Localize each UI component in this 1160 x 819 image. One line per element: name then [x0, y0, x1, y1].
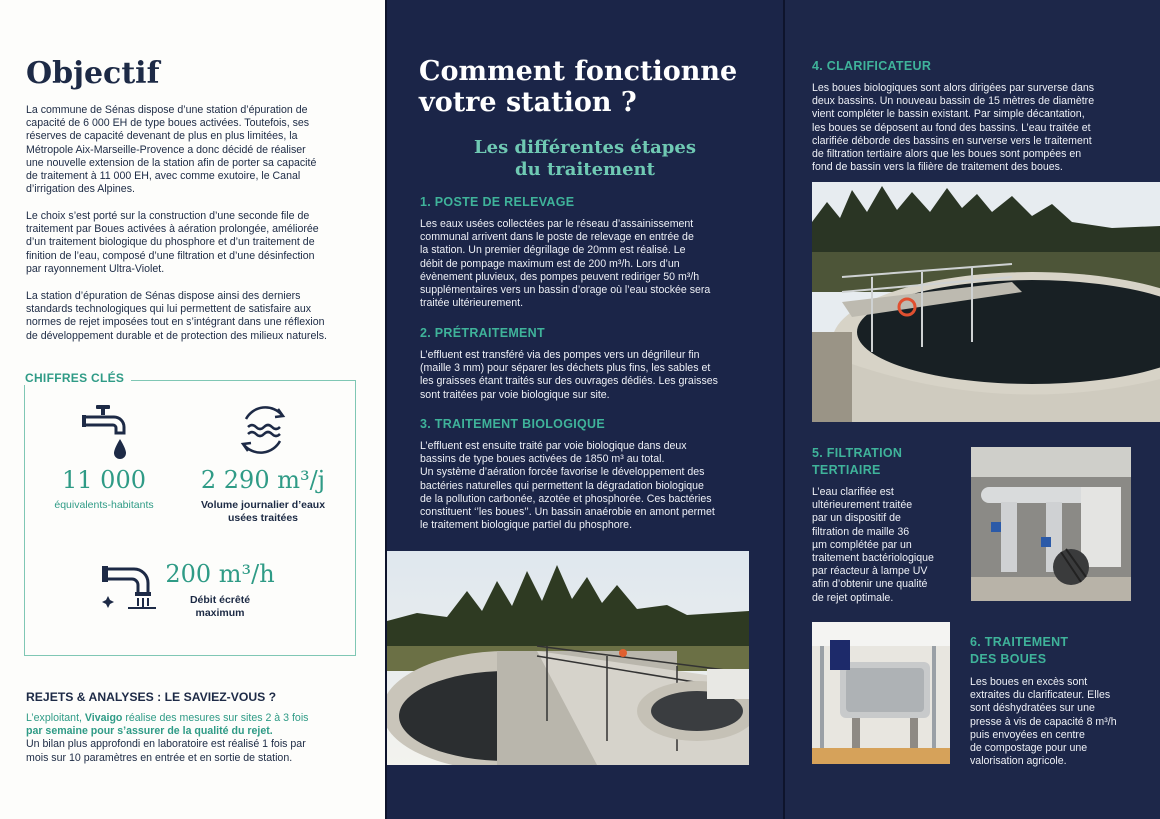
daily-volume-label: Volume journalier d’eaux usées traitées	[200, 499, 326, 524]
faucet-drop-icon	[82, 405, 128, 465]
step-2-title: 2. PRÉTRAITEMENT	[420, 326, 545, 340]
aeration-basin-photo	[387, 551, 749, 765]
process-title: Comment fonctionne votre station ?	[419, 56, 738, 118]
process-panel-continued	[785, 0, 1160, 819]
step-3-title: 3. TRAITEMENT BIOLOGIQUE	[420, 417, 605, 431]
step-1-title: 1. POSTE DE RELEVAGE	[420, 195, 575, 209]
rejets-paragraph: L’exploitant, Vivaigo réalise des mesures sur sites 2 à 3 fois par semaine pour s’assurer de la qualité du rejet. Un bilan plus approfondi en laboratoire est réalisé 1 fois par mois sur 10 paramètres en entrée et en sortie de station.	[26, 712, 309, 764]
objective-paragraph-3: La station d’épuration de Sénas dispose ainsi des derniers standards technologiques qui lui permettent de satisfaire aux normes de rejet imposées tout en s’intégrant dans une réflexion de développement durable et de protection des milieux naturels.	[26, 290, 327, 342]
daily-volume-value: 2 290 m³/j	[200, 466, 326, 494]
max-flow-label: Débit écrêté maximum	[189, 594, 251, 619]
operator-name: Vivaigo	[84, 712, 123, 724]
process-subtitle: Les différentes étapes du traitement	[474, 137, 696, 180]
pipe-outflow-icon	[102, 560, 162, 616]
objective-paragraph-2: Le choix s’est porté sur la construction d’une seconde file de traitement par Boues activées à aération prolongée, améliorée d’un traitement biologique du phosphore et d’un traitement de finition de l’eau, composé d’une filtration et d’une désinfection par rayonnement Ultra-Violet.	[26, 210, 319, 275]
step-2-text: L’effluent est transféré via des pompes vers un dégrilleur fin (maille 3 mm) pour séparer les déchets plus fins, les sables et les graisses étant traités sur des ouvrages dédiés. Les graisses sont traitées par voie biologique sur site.	[420, 349, 718, 401]
filtration-photo	[971, 447, 1131, 601]
max-flow-value: 200 m³/h	[165, 560, 275, 588]
clarifier-photo	[812, 182, 1160, 422]
population-equivalent-label: équivalents-habitants	[54, 499, 154, 511]
step-5-title: 5. FILTRATION TERTIAIRE	[812, 446, 903, 477]
step-5-text: L’eau clarifiée est ultérieurement traitée par un dispositif de filtration de maille 36 µm complétée par un traitement bactériologique par réacteur à lampe UV afin d’obtenir une qualité de rejet optimale.	[812, 486, 934, 604]
objective-paragraph-1: La commune de Sénas dispose d’une station d’épuration de capacité de 6 000 EH de type boues activées. Toutefois, ses réserves de capacité devenant de plus en plus limitées, la Métropole Aix-Marseille-Provence a donc décidé de réaliser une nouvelle extension de la station afin de porter sa capacité de traitement à 11 000 EH, avec comme exutoire, le Canal d’irrigation des Alpines.	[26, 104, 317, 196]
step-3-text: L’effluent est ensuite traité par voie biologique dans deux bassins de type boues activées de 1850 m³ au total. Un système d’aération forcée favorise le développement des bactéries naturelles qui permettent la dégradation biologique de la pollution carbonée, azotée et phosphorée. Ces bactéries constituent ‘’les boues’’. Un bassin anaérobie en amont permet le traitement biologique partiel du phosphore.	[420, 440, 715, 532]
key-figures-label: CHIFFRES CLÉS	[18, 371, 131, 385]
process-panel	[387, 0, 783, 819]
step-6-title: 6. TRAITEMENT DES BOUES	[970, 635, 1069, 666]
population-equivalent-value: 11 000	[62, 466, 146, 494]
objective-panel	[0, 0, 385, 819]
rejets-title: REJETS & ANALYSES : LE SAVIEZ-VOUS ?	[26, 690, 277, 704]
step-4-title: 4. CLARIFICATEUR	[812, 59, 932, 73]
objective-title: Objectif	[26, 56, 160, 91]
sludge-press-photo	[812, 622, 950, 764]
step-6-text: Les boues en excès sont extraites du clarificateur. Elles sont déshydratées sur une presse à vis de capacité 8 m³/h puis envoyées en centre de compostage pour une valorisation agricole.	[970, 676, 1117, 768]
step-4-text: Les boues biologiques sont alors dirigées par surverse dans deux bassins. Un nouveau bassin de 15 mètres de diamètre vient compléter le bassin existant. Par simple décantation, les boues se déposent au fond des bassins. L’eau traitée et clarifiée déborde des bassins en surverse vers le traitement de filtration tertiaire alors que les boues sont pompées en fond de bassin vers la filière de traitement des boues.	[812, 82, 1095, 174]
step-1-text: Les eaux usées collectées par le réseau d’assainissement communal arrivent dans le poste de relevage en entrée de la station. Un premier dégrillage de 20mm est réalisé. Le débit de pompage maximum est de 200 m³/h. Lors d’un évènement pluvieux, des pompes peuvent rediriger 50 m³/h supplémentaires vers un bassin d’orage où l’eau stockée sera traitée ultérieurement.	[420, 218, 711, 310]
water-cycle-icon	[236, 403, 290, 457]
